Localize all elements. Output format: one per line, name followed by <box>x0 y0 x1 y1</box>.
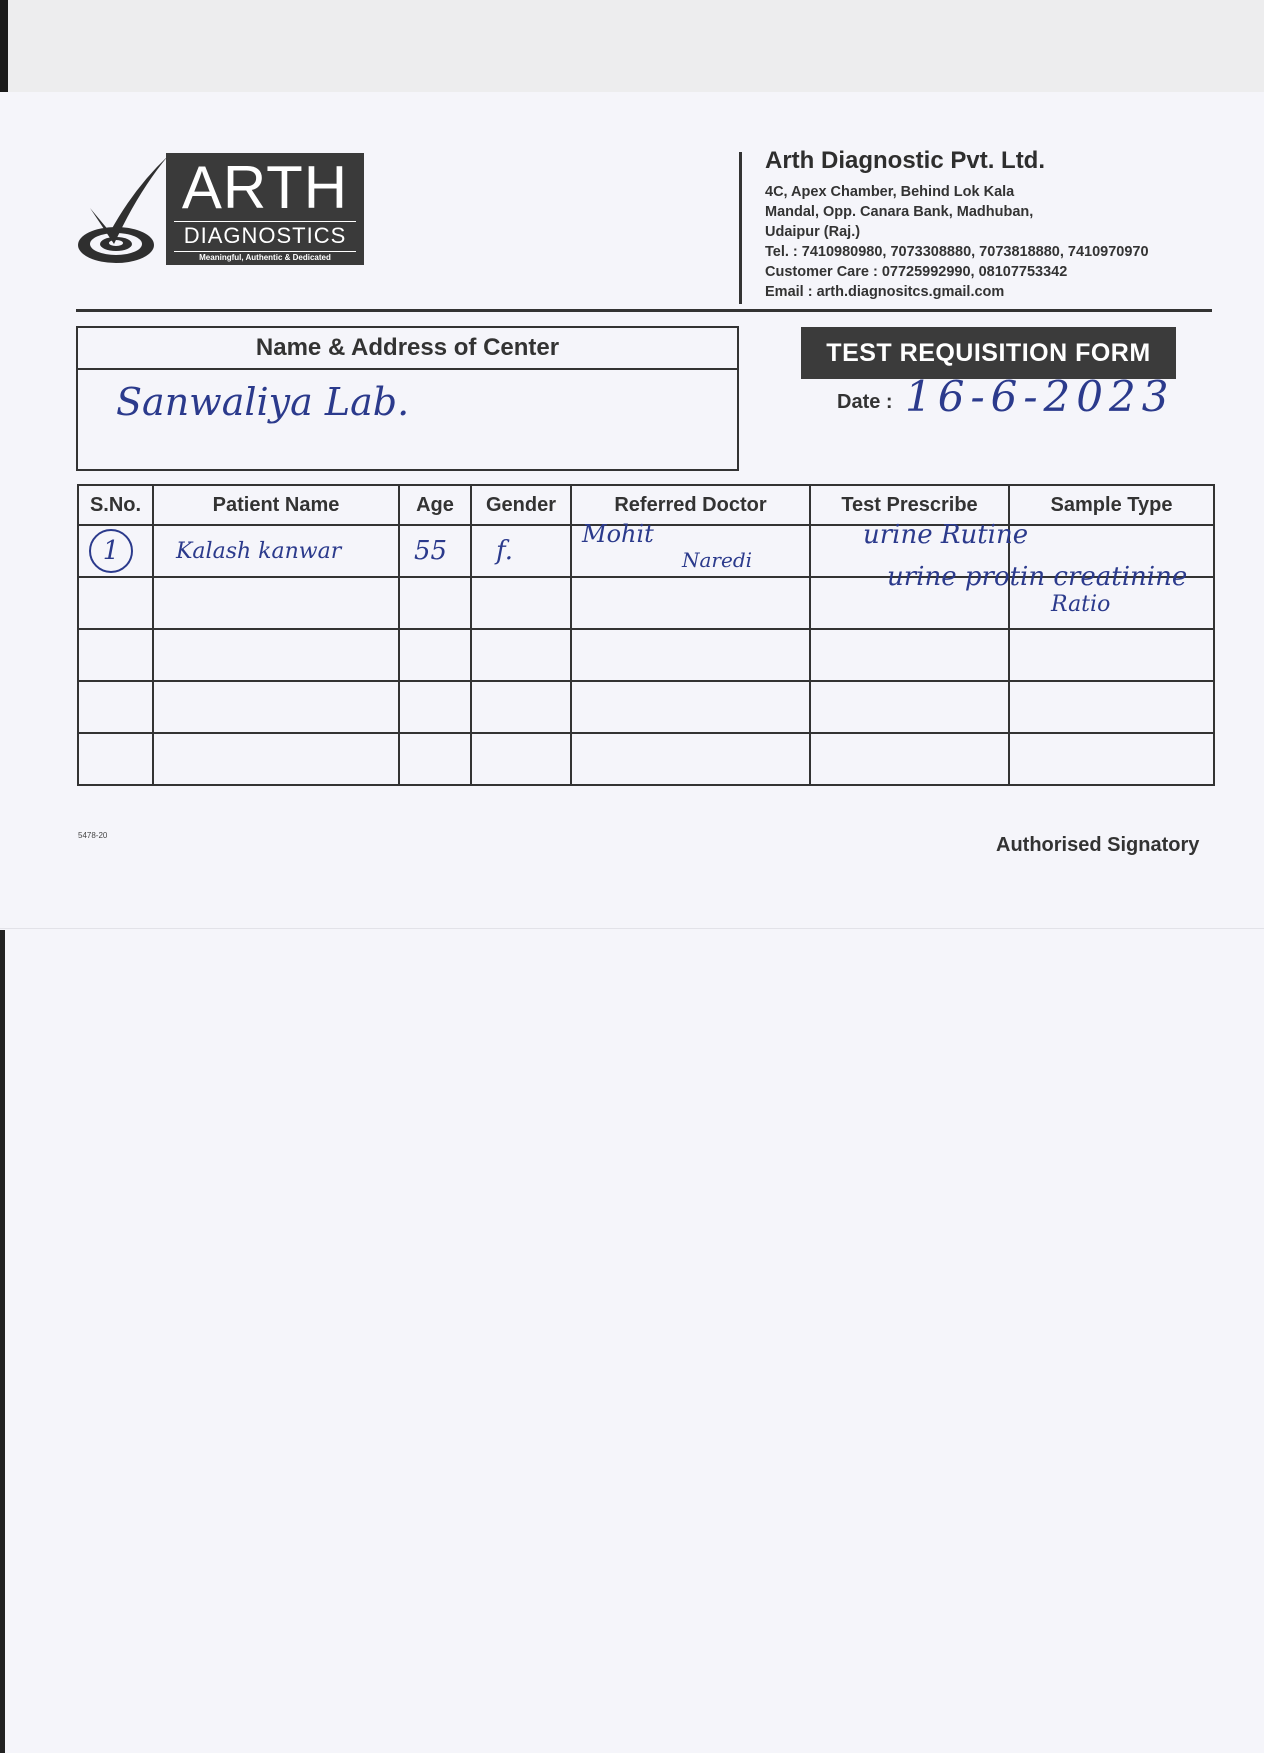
cell-age[interactable] <box>399 681 471 733</box>
cell-sno[interactable] <box>78 525 153 577</box>
logo-box <box>166 153 364 265</box>
col-header-gender: Gender <box>471 485 571 525</box>
table-row <box>78 629 1214 681</box>
company-logo <box>76 148 366 266</box>
cell-age[interactable] <box>399 577 471 629</box>
age-value: 55 <box>414 536 448 566</box>
cell-age[interactable] <box>399 733 471 785</box>
table-row <box>78 681 1214 733</box>
address-line: 4C, Apex Chamber, Behind Lok Kala <box>765 184 1015 200</box>
logo-rule <box>174 221 356 222</box>
cell-gender[interactable] <box>471 525 571 577</box>
cell-sno[interactable] <box>78 577 153 629</box>
cell-referred-doctor[interactable] <box>571 577 810 629</box>
cell-patient-name[interactable] <box>153 681 399 733</box>
cell-age[interactable] <box>399 525 471 577</box>
cell-sample-type[interactable] <box>1009 681 1214 733</box>
logo-main: ARTH <box>181 154 349 221</box>
company-info <box>765 146 1235 302</box>
center-heading: Name & Address of Center <box>78 328 737 370</box>
logo-rule <box>174 251 356 252</box>
cell-referred-doctor[interactable] <box>571 520 810 577</box>
sno-value: 1 <box>89 529 133 573</box>
cell-patient-name[interactable] <box>153 577 399 629</box>
logo-tagline: Meaningful, Authentic & Dedicated <box>199 253 331 262</box>
col-header-referred-doctor: Referred Doctor <box>571 485 810 525</box>
test-line-3: Ratio <box>1051 592 1111 617</box>
cell-patient-name[interactable] <box>153 629 399 681</box>
table-row <box>78 733 1214 785</box>
center-name-field[interactable]: Sanwaliya Lab. <box>116 380 410 424</box>
cell-age[interactable] <box>399 629 471 681</box>
company-name: Arth Diagnostic Pvt. Ltd. <box>765 147 1046 174</box>
cell-referred-doctor[interactable] <box>571 629 810 681</box>
col-header-sample-type: Sample Type <box>1009 485 1214 525</box>
cell-sample-type[interactable] <box>1009 629 1214 681</box>
cell-test-prescribe[interactable] <box>810 629 1009 681</box>
scan-left-edge <box>0 930 5 1753</box>
col-header-sno: S.No. <box>78 485 153 525</box>
address-line: Mandal, Opp. Canara Bank, Madhuban, <box>765 204 1034 220</box>
cell-sno[interactable] <box>78 681 153 733</box>
patient-name-value: Kalash kanwar <box>176 538 342 564</box>
requisition-table <box>77 484 1215 786</box>
doctor-line-2: Naredi <box>682 548 753 572</box>
company-email: Email : arth.diagnositcs.gmail.com <box>765 284 1005 300</box>
header-divider <box>739 152 742 304</box>
cell-test-prescribe[interactable] <box>810 520 1188 617</box>
cell-gender[interactable] <box>471 629 571 681</box>
table-row <box>78 525 1214 577</box>
cell-referred-doctor[interactable] <box>571 681 810 733</box>
test-line-2: urine protin creatinine <box>887 562 1188 592</box>
scan-top-strip <box>0 0 1264 92</box>
address-line: Udaipur (Raj.) <box>765 224 861 240</box>
form-code: 5478-20 <box>78 831 108 840</box>
company-customer-care: Customer Care : 07725992990, 08107753342 <box>765 264 1068 280</box>
logo-sub: DIAGNOSTICS <box>183 223 347 248</box>
table-header-row <box>78 485 1214 525</box>
gender-value: f. <box>496 536 513 566</box>
date-field[interactable]: 16-6-2023 <box>905 372 1175 421</box>
form-title: TEST REQUISITION FORM <box>801 327 1176 379</box>
cell-test-prescribe[interactable] <box>810 681 1009 733</box>
company-tel: Tel. : 7410980980, 7073308880, 7073818880, 7410970970 <box>765 244 1149 260</box>
cell-patient-name[interactable] <box>153 525 399 577</box>
cell-referred-doctor[interactable] <box>571 733 810 785</box>
cell-sno[interactable] <box>78 733 153 785</box>
date-label: Date : <box>837 391 893 413</box>
col-header-test-prescribe: Test Prescribe <box>810 485 1009 525</box>
header-rule <box>76 309 1212 312</box>
cell-sample-type[interactable] <box>1009 733 1214 785</box>
test-line-1: urine Rutine <box>863 520 1029 550</box>
scan-edge <box>0 0 8 92</box>
doctor-line-1: Mohit <box>582 520 654 548</box>
col-header-patient-name: Patient Name <box>153 485 399 525</box>
authorised-signatory: Authorised Signatory <box>996 834 1200 856</box>
center-box <box>76 326 739 471</box>
cell-patient-name[interactable] <box>153 733 399 785</box>
cell-sno[interactable] <box>78 629 153 681</box>
cell-test-prescribe[interactable] <box>810 733 1009 785</box>
cell-gender[interactable] <box>471 577 571 629</box>
target-check-icon <box>76 148 172 266</box>
cell-gender[interactable] <box>471 733 571 785</box>
cell-gender[interactable] <box>471 681 571 733</box>
fold-line <box>0 928 1264 929</box>
col-header-age: Age <box>399 485 471 525</box>
